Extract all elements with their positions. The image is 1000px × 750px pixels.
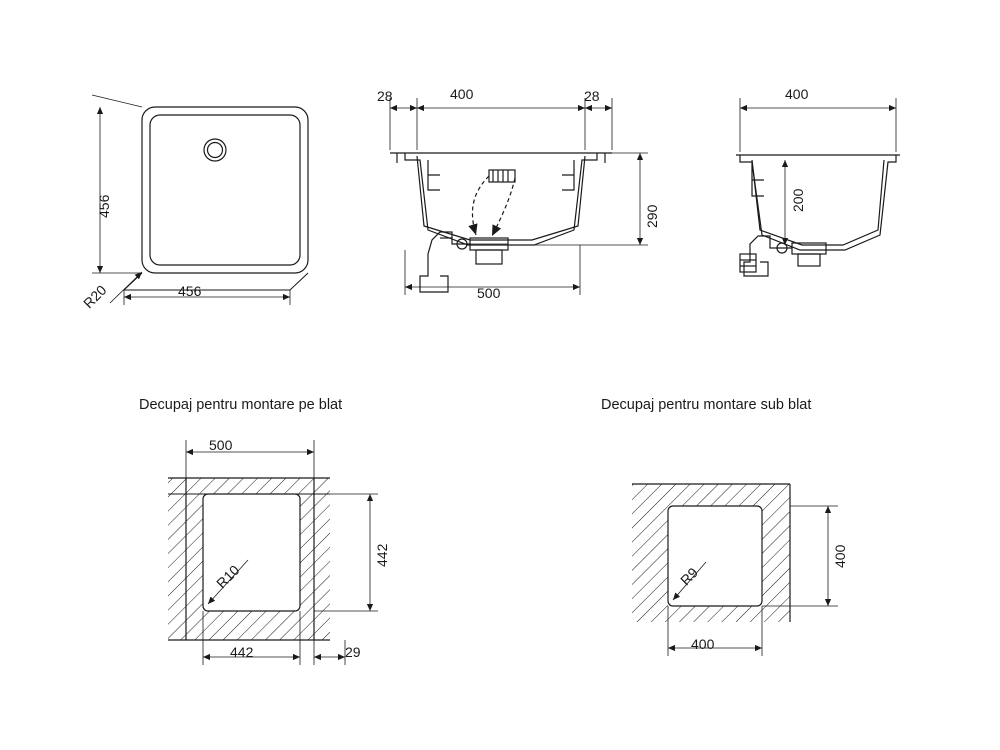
top-view-width-label: 456 (178, 283, 202, 299)
cutout-over-gap-label: 29 (345, 644, 361, 660)
side-section-geometry (736, 155, 900, 276)
cutout-over-bottom-label: 442 (230, 644, 254, 660)
cutout-over-caption: Decupaj pentru montare pe blat (139, 397, 343, 413)
top-view-height-label: 456 (96, 194, 112, 218)
front-section-dimension-lines (390, 98, 648, 295)
front-section-geometry (390, 153, 612, 292)
cutout-under-caption: Decupaj pentru montare sub blat (601, 397, 812, 413)
cutout-over-right-label: 442 (374, 543, 390, 567)
front-right-flange-label: 28 (584, 88, 600, 104)
top-view-radius-label: R20 (80, 281, 110, 312)
side-depth-label: 200 (790, 188, 806, 212)
cutout-over-radius-label: R10 (213, 561, 243, 592)
cutout-over-top-label: 500 (209, 437, 233, 453)
front-left-flange-label: 28 (377, 88, 393, 104)
cutout-under-geometry (632, 484, 790, 622)
cutout-over-geometry (168, 478, 330, 640)
front-bowl-width-label: 400 (450, 86, 474, 102)
front-total-width-label: 500 (477, 285, 501, 301)
top-view-geometry (124, 107, 308, 290)
side-bowl-width-label: 400 (785, 86, 809, 102)
side-section-dimension-lines (740, 98, 896, 245)
front-total-height-label: 290 (644, 204, 660, 228)
cutout-under-right-label: 400 (832, 544, 848, 568)
cutout-under-radius-label: R9 (677, 564, 701, 589)
cutout-under-bottom-label: 400 (691, 636, 715, 652)
